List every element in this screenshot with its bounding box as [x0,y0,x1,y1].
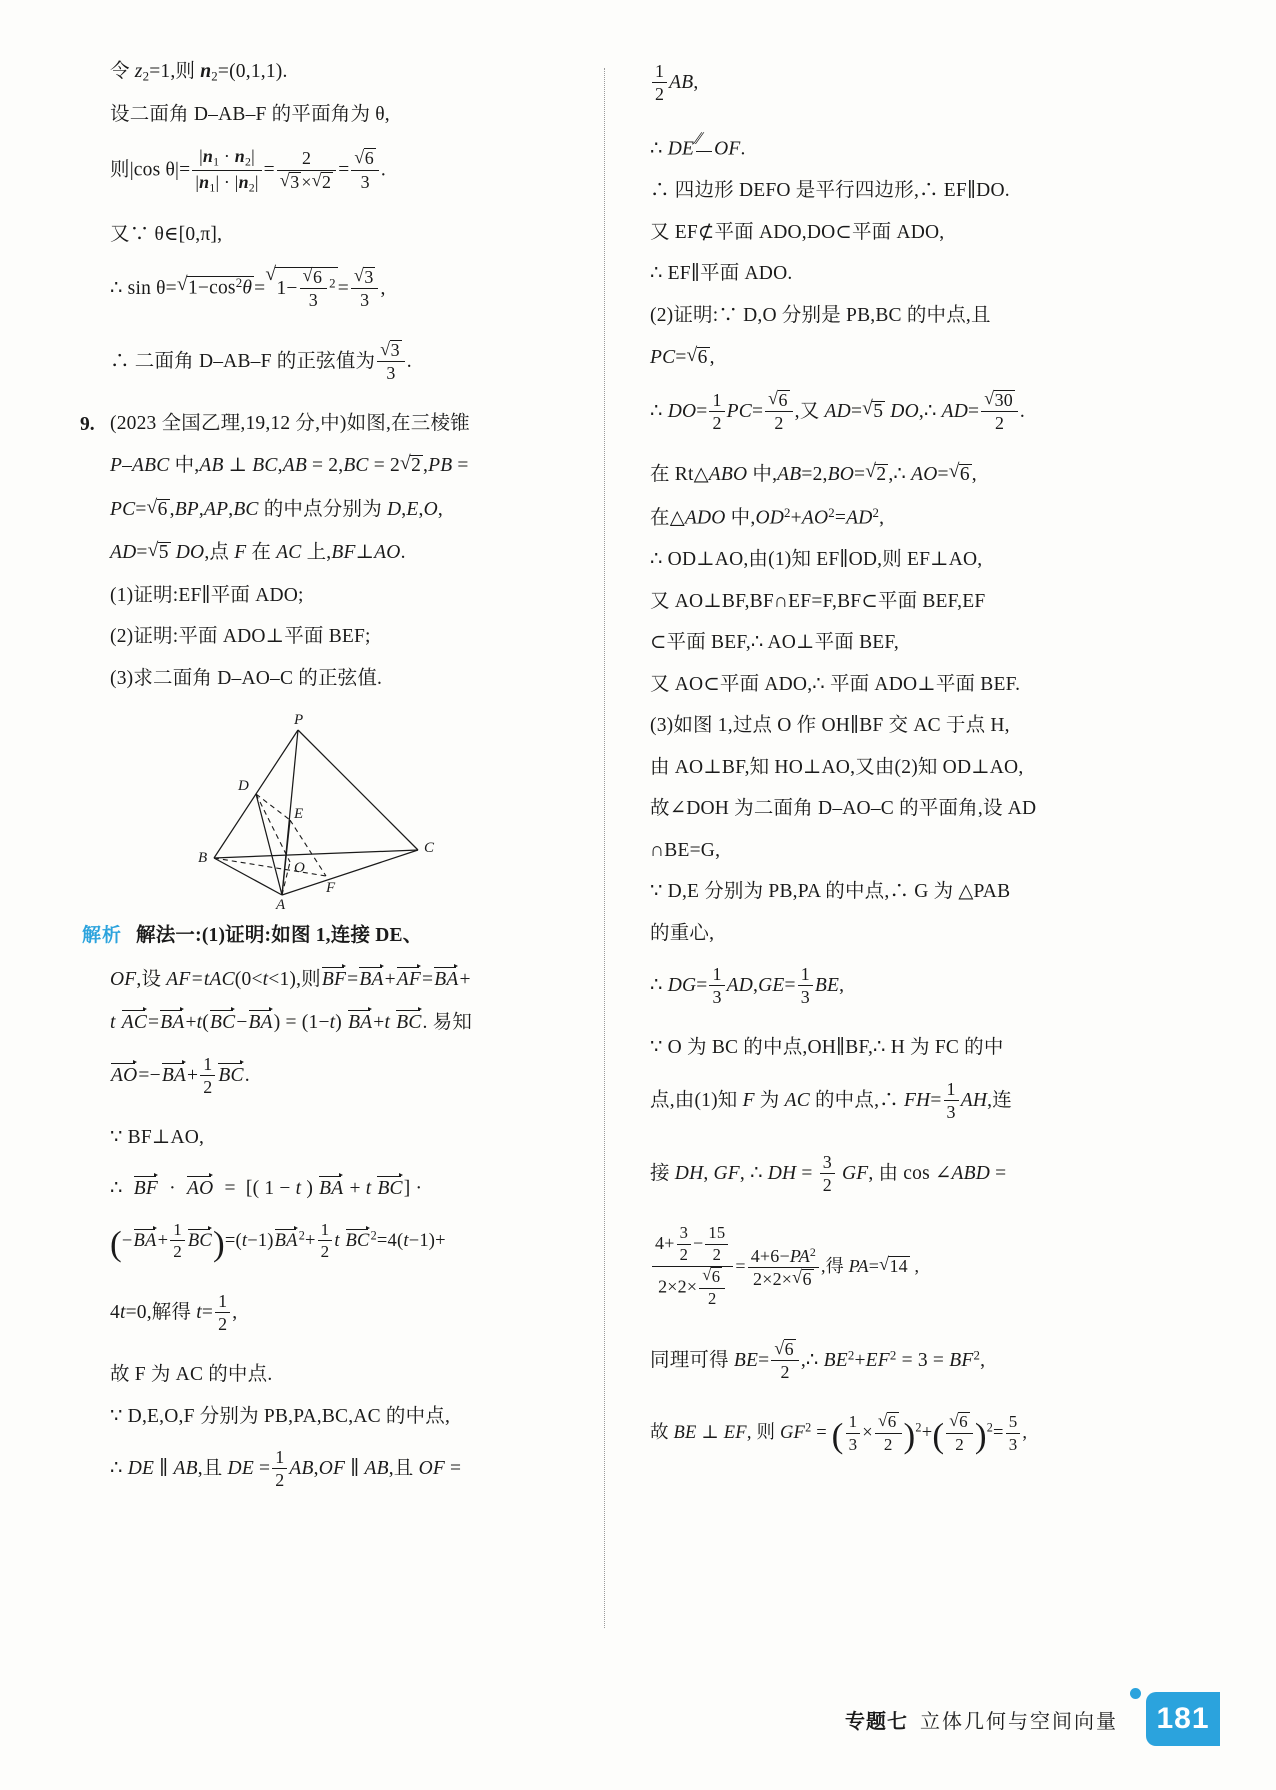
right-line-14: 又 AO⊂平面 ADO,∴ 平面 ADO⊥平面 BEF. [650,673,1021,695]
right-line-24: 接 DH, GF, ∴ DH = $\frac{3}{2}$ GF, 由 cos ∠ABD = [650,1151,1007,1196]
text-n2val: =(0,1,1). [217,61,288,82]
question-stem-3: PC= √ 6 ,BP,AP,BC 的中点分别为 D,E,O, [110,499,562,520]
figure-label-P: P [294,712,304,729]
figure-label-D: D [238,778,249,795]
carryover-line-4: 又∵ θ∈[0,π], [110,224,223,246]
solution-line-9: 故 F 为 AC 的中点. [110,1364,273,1386]
right-line-5: ∴ EF∥平面 ADO. [650,263,793,285]
right-line-16: 由 AO⊥BF,知 HO⊥AO,又由(2)知 OD⊥AO, [650,756,1024,778]
solution-line-1: (1)证明:如图 1,连接 DE、 [201,925,423,947]
right-line-27: 故 BE ⊥ EF, 则 $GF^2$ = ( $\frac{1}{3}$ × √ $\frac{6}{2}$ )$^2$+( √ $\frac{6}{2}$ )$^2$= $\frac{5}{3}$ , [650,1413,1238,1454]
question-sub-3: (3)求二面角 D–AO–C 的正弦值. [110,667,383,689]
sin-lead: ∴ sin θ= [110,277,177,299]
carryover-line-6-result: ∴ 二面角 D–AB–F 的正弦值为 √ $\frac{3}{3}$ . [110,341,562,384]
page-columns [0,62,1276,1622]
right-line-21: ∴ DG= $\frac{1}{3}$ AD,GE= $\frac{1}{3}$ BE, [650,964,845,1008]
right-line-20: 的重心, [650,922,715,944]
footer-inner [845,1692,1220,1746]
left-column [0,62,600,1622]
right-line-12: 又 AO⊥BF,BF∩EF=F,BF⊂平面 BEF,EF [650,590,986,612]
page-footer [0,1684,1276,1754]
page-number-dot [1130,1688,1141,1699]
question-source-line [110,414,562,434]
solution-header [82,926,562,946]
right-line-17: 故∠DOH 为二面角 D–AO–C 的平面角,设 AD [650,798,1037,820]
solution-method-label: 解法一: [136,925,202,947]
page-number: 181 [1156,1702,1210,1735]
carryover-line-1: 令 $z_2=1$,则 $n_2=(0,1,1)$. [110,61,288,84]
figure-tetrahedron [110,710,562,910]
figure-label-B: B [198,850,208,867]
right-line-18: ∩BE=G, [650,839,721,861]
solution-line-2: OF,设 AF=tAC(0<t<1),则BF=BA+AF=BA+ [110,968,471,990]
text-ling: 令 [110,61,135,82]
big-fraction-right: $\frac{4+6-PA^2}{2\times 2\times √ 6}$ [748,1246,819,1289]
carryover-line-2: 设二面角 D–AB–F 的平面角为 θ, [110,104,390,126]
frac-dot-product: $\frac{|n_1 \cdot n_2|}{|n_1| \cdot |n_2|}$ [192,146,261,194]
question-sub-2: (2)证明:平面 ADO⊥平面 BEF; [110,626,371,648]
carryover-line-5-sin-formula: ∴ sin θ= √ $1-\cos^2\theta$ = √ 1− √ $\frac{6}{3}$ $^2$ = √ $\frac{3}{3}$ , [110,267,562,311]
footer-title: 立体几何与空间向量 [920,1710,1118,1733]
question-stem-2: P–ABC 中,AB ⊥ BC,AB = 2,BC = 2 √ 2 ,PB = [110,455,562,476]
right-line-4: 又 EF⊄平面 ADO,DO⊂平面 ADO, [650,221,945,243]
result-text: ∴ 二面角 D–AB–F 的正弦值为 [110,350,376,372]
figure-label-O: O [294,860,305,877]
solution-line-5: ∵ BF⊥AO, [110,1126,205,1148]
right-line-11: ∴ OD⊥AO,由(1)知 EF∥OD,则 EF⊥AO, [650,549,983,571]
question-sub-1: (1)证明:EF∥平面 ADO; [110,584,304,606]
right-line-26: 同理可得 BE= √ $\frac{6}{2}$ ,∴ $BE^2+EF^2 = 3 = BF^2$, [650,1340,1238,1383]
solution-line-6: ∴ BF · AO = [( 1 − t ) BA + t BC] · [110,1178,423,1200]
solution-line-3: t AC=BA+t(BC−BA) = (1−t) BA+t BC. 易知 [110,1012,473,1034]
question-9 [80,412,562,689]
right-line-8: ∴ DO= $\frac{1}{2}$ PC= √ $\frac{6}{2}$ ,又 AD= √ 5 DO,∴ AD= √ $\frac{30}{2}$ . [650,391,1238,434]
right-line-6: (2)证明:∵ D,O 分别是 PB,BC 的中点,且 [650,304,991,326]
page-number-badge [1146,1692,1220,1746]
right-line-13: ⊂平面 BEF,∴ AO⊥平面 BEF, [650,632,899,654]
question-stem-4: AD= √ 5 DO,点 F 在 AC 上,BF⊥AO. [110,542,562,563]
question-number: 9. [80,413,95,435]
figure-label-C: C [424,840,435,857]
right-line-7: PC= √ 6 , [650,347,1238,368]
analysis-tag: 解析 [82,925,123,947]
right-line-22: ∵ O 为 BC 的中点,OH∥BF,∴ H 为 FC 的中 [650,1037,1004,1059]
right-line-23: 点,由(1)知 F 为 AC 的中点,∴ FH= $\frac{1}{3}$ AH,连 [650,1078,1012,1122]
right-line-9: 在 Rt△ABO 中,AB=2,BO= √ 2 ,∴ AO= √ 6 , [650,464,1238,485]
cos-lead: 则|cos θ|= [110,159,191,181]
carryover-line-3-cos-formula: 则|cos θ|= $\frac{|n_1 \cdot n_2|}{|n_1| \cdot |n_2|}$ = 2 √ 3 × √ 2 = √ $\frac{6}{3}$ . [110,147,562,195]
big-fraction-left: 4+ $\frac{3}{2}$ − $\frac{15}{2}$ 2×2× √ $\frac{6}{2}$ [652,1225,733,1309]
right-line-25: 4+ $\frac{3}{2}$ − $\frac{15}{2}$ 2×2× √ $\frac{6}{2}$ = $\frac{4+6-PA^2}{2\times 2\times √ 6}$ ,得 PA= √ 14 , [650,1226,1238,1310]
right-column [600,62,1276,1622]
footer-topic: 专题七 [845,1710,908,1733]
right-line-3: ∴ 四边形 DEFO 是平行四边形,∴ EF∥DO. [650,180,1010,202]
frac-sqrt6-over-3: √ $\frac{6}{3}$ [351,148,379,191]
figure-label-F: F [326,880,336,897]
right-line-15: (3)如图 1,过点 O 作 OH∥BF 交 AC 于点 H, [650,715,1010,737]
question-stem-1: 如图,在三棱锥 [346,412,470,434]
tetrahedron-svg [186,710,486,910]
right-line-1: $\frac{1}{2}$ AB, [650,62,1238,105]
solution-line-7: (−BA+ $\frac{1}{2}$ $BC)=(t-1)BA^2+$ $\frac{1}{2}$ t $BC^2=4(t-1)+$ [110,1219,446,1263]
solution-line-8: 4t=0,解得 t= $\frac{1}{2}$ , [110,1291,238,1335]
figure-label-A: A [276,897,286,911]
right-line-10: 在△ADO 中$,OD^2+AO^2=AD^2$, [650,506,885,529]
result-period: . [406,350,412,372]
solution-line-10: ∵ D,E,O,F 分别为 PB,PA,BC,AC 的中点, [110,1405,451,1427]
right-line-19: ∵ D,E 分别为 PB,PA 的中点,∴ G 为 △PAB [650,881,1011,903]
solution-line-4: AO=−BA+ $\frac{1}{2}$ BC. [111,1053,250,1097]
text-eq1: =1,则 [149,61,201,82]
figure-label-E: E [294,806,304,823]
right-line-2: ∴ DE ∕∕ OF. [650,135,1238,159]
question-source: (2023 全国乙理,19,12 分,中) [110,412,347,434]
solution-line-11: ∴ DE ∥ AB,且 DE = $\frac{1}{2}$ AB,OF ∥ AB,且 OF = [110,1447,462,1491]
frac-2-over-sqrt6: 2 √ 3 × √ 2 [277,148,336,191]
